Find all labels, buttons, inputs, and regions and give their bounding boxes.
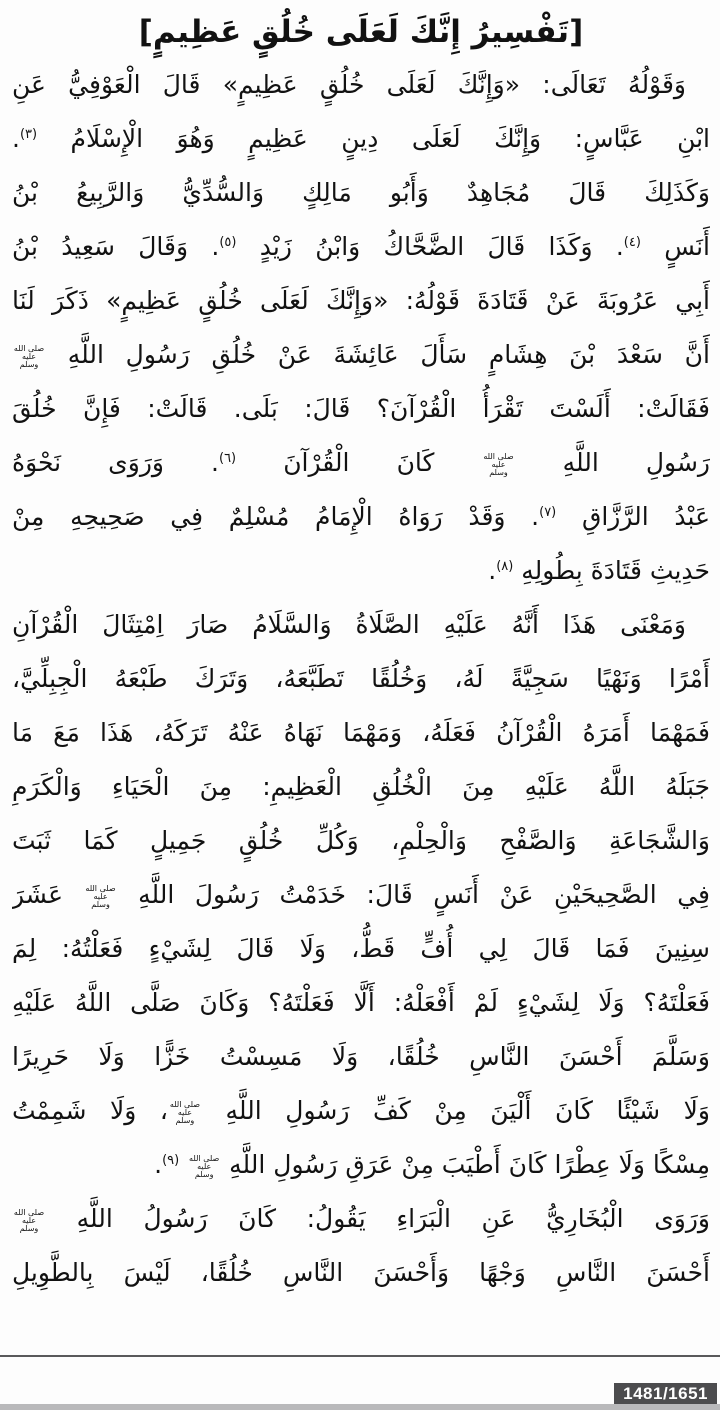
text-line: جَبَلَهُ اللَّهُ عَلَيْهِ مِنَ الْخُلُقِ الْعَظِيمِ: مِنَ الْحَيَاءِ وَالْكَرَمِ (12, 772, 710, 801)
paragraph-3 (12, 1192, 710, 1300)
bottom-progress-bar (0, 1404, 720, 1410)
pbuh-calligraphy-glyph: صلى الله عليه وسلم (169, 1100, 201, 1125)
text-line: فِي الصَّحِيحَيْنِ عَنْ أَنَسٍ قَالَ: خَدَمْتُ رَسُولَ اللَّهِ صلى الله عليه وسلم عَشَرَ (12, 880, 710, 909)
pbuh-calligraphy-glyph: صلى الله عليه وسلم (483, 452, 514, 477)
text-line: وَسَلَّمَ أَحْسَنَ النَّاسِ خُلُقًا، وَلَا مَسِسْتُ خَزًّا وَلَا حَرِيرًا (12, 1042, 710, 1071)
text-line: وَرَوَى الْبُخَارِيُّ عَنِ الْبَرَاءِ يَقُولُ: كَانَ رَسُولُ اللَّهِ صلى الله عليه وسلم (13, 1204, 710, 1233)
text-line: وَكَذَلِكَ قَالَ مُجَاهِدٌ وَأَبُو مَالِكٍ وَالسُّدِّيُّ وَالرَّبِيعُ بْنُ (12, 178, 710, 207)
footer-divider-line (0, 1355, 720, 1357)
text-line: وَلَا شَيْئًا كَانَ أَلْيَنَ مِنْ كَفِّ رَسُولِ اللَّهِ صلى الله عليه وسلم، وَلَا شَمِمْتُ (12, 1096, 710, 1125)
text-line: أَنَّ سَعْدَ بْنَ هِشَامٍ سَأَلَ عَائِشَةَ عَنْ خُلُقِ رَسُولِ اللَّهِ صلى الله عليه وسلم (13, 340, 710, 369)
pbuh-calligraphy-glyph: صلى الله عليه وسلم (13, 344, 45, 369)
text-line: أَنَسٍ $^{(٤)}$. وَكَذَا قَالَ الضَّحَّاكُ وَابْنُ زَيْدٍ $^{(٥)}$. وَقَالَ سَعِيدُ بْنُ (12, 232, 710, 261)
text-line: رَسُولِ اللَّهِ صلى الله عليه وسلم كَانَ الْقُرْآنَ $^{(٦)}$. وَرَوَى نَحْوَهُ (12, 448, 710, 477)
text-line: أَحْسَنَ النَّاسِ وَجْهًا وَأَحْسَنَ النَّاسِ خُلُقًا، لَيْسَ بِالطَّوِيلِ (12, 1258, 710, 1287)
pbuh-calligraphy-glyph: صلى الله عليه وسلم (189, 1154, 220, 1179)
text-line: وَالشَّجَاعَةِ وَالصَّفْحِ وَالْحِلْمِ، وَكُلِّ خُلُقٍ جَمِيلٍ كَمَا ثَبَتَ (12, 826, 710, 855)
text-line: مِسْكًا وَلَا عِطْرًا كَانَ أَطْيَبَ مِنْ عَرَقِ رَسُولِ اللَّهِ صلى الله عليه وسلم $^{(٩)}$. (154, 1150, 710, 1179)
text-line: فَمَهْمَا أَمَرَهُ الْقُرْآنُ فَعَلَهُ، وَمَهْمَا نَهَاهُ عَنْهُ تَرَكَهُ، هَذَا مَعَ مَا (12, 718, 710, 747)
text-line: عَبْدُ الرَّزَّاقِ $^{(٧)}$. وَقَدْ رَوَاهُ الْإِمَامُ مُسْلِمٌ فِي صَحِيحِهِ مِنْ (12, 502, 710, 531)
paragraph-2 (12, 598, 710, 1192)
text-line: فَعَلْتَهُ؟ وَلَا لِشَيْءٍ لَمْ أَفْعَلْهُ: أَلَّا فَعَلْتَهُ؟ وَكَانَ صَلَّى اللَّهُ عَلَيْهِ (12, 988, 710, 1017)
pbuh-calligraphy-glyph: صلى الله عليه وسلم (13, 1208, 45, 1233)
text-line: وَقَوْلُهُ تَعَالَى: «وَإِنَّكَ لَعَلَى خُلُقٍ عَظِيمٍ» قَالَ الْعَوْفِيُّ عَنِ (12, 70, 686, 99)
text-line: ابْنِ عَبَّاسٍ: وَإِنَّكَ لَعَلَى دِينٍ عَظِيمٍ وَهُوَ الْإِسْلَامُ $^{(٣)}$. (12, 124, 710, 153)
pbuh-calligraphy-glyph: صلى الله عليه وسلم (85, 884, 116, 909)
text-line: سِنِينَ فَمَا قَالَ لِي أُفٍّ قَطُّ، وَلَا قَالَ لِشَيْءٍ فَعَلْتُهُ: لِمَ (12, 934, 710, 963)
paragraph-1 (12, 58, 710, 598)
text-line: وَمَعْنَى هَذَا أَنَّهُ عَلَيْهِ الصَّلَاةُ وَالسَّلَامُ صَارَ اِمْتِثَالَ الْقُرْآنِ (12, 610, 686, 639)
section-title: [تَفْسِيرُ إِنَّكَ لَعَلَى خُلُقٍ عَظِيمٍ] (138, 14, 584, 50)
text-line: فَقَالَتْ: أَلَسْتَ تَقْرَأُ الْقُرْآنَ؟ قَالَ: بَلَى. قَالَتْ: فَإِنَّ خُلُقَ (12, 394, 710, 423)
page-indicator-badge[interactable]: 1481/1651 (614, 1383, 717, 1404)
text-line: حَدِيثِ قَتَادَةَ بِطُولِهِ $^{(٨)}$. (488, 556, 710, 585)
text-line: أَبِي عَرُوبَةَ عَنْ قَتَادَةَ قَوْلُهُ: «وَإِنَّكَ لَعَلَى خُلُقٍ عَظِيمٍ» ذَكَرَ لَنَا (12, 286, 710, 315)
text-line: أَمْرًا وَنَهْيًا سَجِيَّةً لَهُ، وَخُلُقًا تَطَبَّعَهُ، وَتَرَكَ طَبْعَهُ الْجِبِلِّيَّ، (12, 664, 710, 693)
